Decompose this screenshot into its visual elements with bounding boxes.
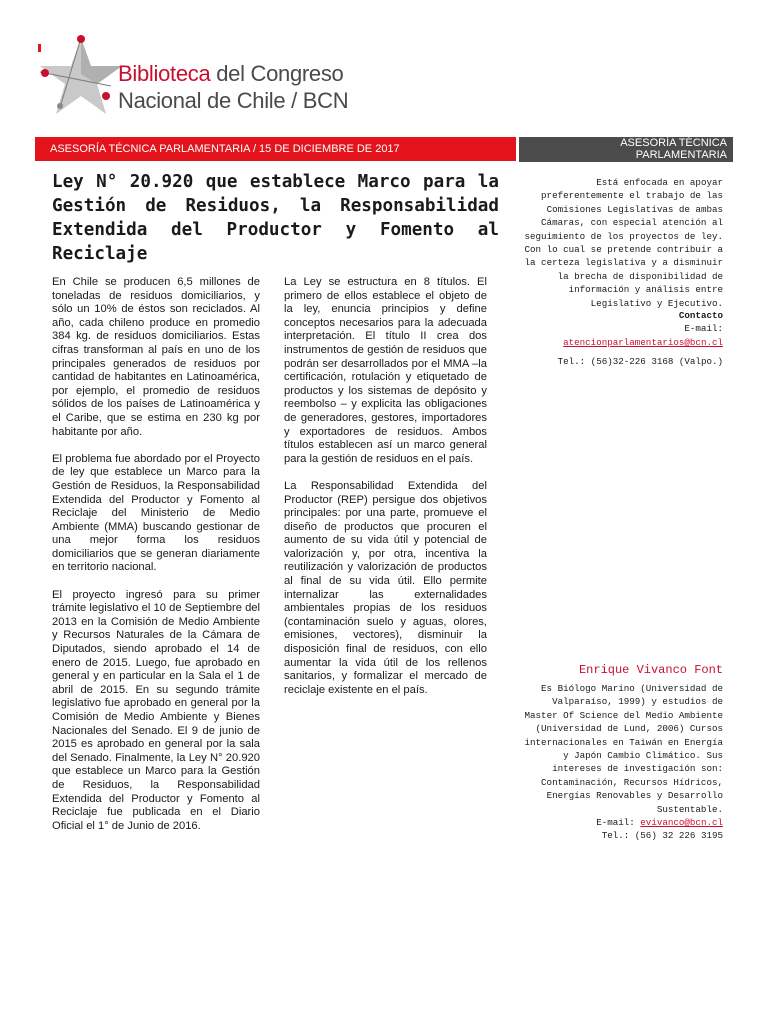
sidebar-description-block bbox=[520, 176, 723, 310]
contact-email-link[interactable]: atencionparlamentarios@bcn.cl bbox=[563, 336, 723, 348]
contact-heading: Contacto bbox=[678, 310, 723, 321]
article-column-2 bbox=[284, 276, 487, 711]
author-block bbox=[520, 682, 723, 843]
sidebar-description: Está enfocada en apoyar preferentemente el trabajo de las Comisiones Legislativas de ambas Cámaras, con especial atención al seguimiento de los proyectos de ley. Con lo cual se pretende contribuir a la certeza legislativa y a disminuir la brecha de disponibilidad de información y análisis entre Legislativo y Ejecutivo. bbox=[524, 177, 723, 309]
sidebar-banner: ASESORÍA TÉCNICA PARLAMENTARIA bbox=[519, 137, 733, 162]
logo-text-line2: Nacional de Chile / BCN bbox=[118, 88, 349, 113]
section-banner: ASESORÍA TÉCNICA PARLAMENTARIA / 15 DE DICIEMBRE DE 2017 bbox=[35, 137, 516, 161]
logo-text-line1: Biblioteca del Congreso bbox=[118, 61, 344, 86]
author-phone: Tel.: (56) 32 226 3195 bbox=[601, 830, 723, 842]
paragraph: El problema fue abordado por el Proyecto de ley que establece un Marco para la Gestión de Residuos, la Responsabilidad Extendida del Productor y Fomento al Reciclaje del Ministerio de Medio Ambiente (MMA) buscando gestionar de una mejor forma los residuos domiciliarios que se generan diariamente en territorio nacional. bbox=[52, 452, 260, 574]
author-email-line: E-mail: evivanco@bcn.cl bbox=[596, 817, 723, 829]
author-bio: Es Biólogo Marino (Universidad de Valparaíso, 1999) y estudios de Master Of Science del Medio Ambiente (Universidad de Lund, 2006) Cursos internacionales en Taiwán en Energía y Japón Cambio Climático. Sus intereses de investigación son: Contaminación, Recursos Hídricos, Energías Renovables y Desarrollo Sustentable. bbox=[524, 683, 723, 815]
paragraph: El proyecto ingresó para su primer trámite legislativo el 10 de Septiembre del 2013 en la Comisión de Medio Ambiente y Recursos Naturales de la Cámara de Diputados, siendo aprobado el 14 de enero de 2015. Luego, fue aprobado en general y en particular en la Sala el 1 de abril de 2015. En su segundo trámite legislativo fue aprobado en general por la Comisión de Medio Ambiente y Bienes Nacionales del Senado. El 9 de junio de 2015 es aprobado en general por la sala del Senado. Finalmente, la Ley N° 20.920 que establece un Marco para la Gestión de Residuos, la Responsabilidad Extendida del Productor y Fomento al Reciclaje fue publicada en el Diario Oficial el 1° de Junio de 2016. bbox=[52, 588, 260, 832]
contact-email-line: E-mail: atencionparlamentarios@bcn.cl bbox=[563, 323, 723, 348]
contact-phone: Tel.: (56)32-226 3168 (Valpo.) bbox=[557, 356, 723, 368]
author-name: Enrique Vivanco Font bbox=[578, 663, 723, 677]
article-title: Ley N° 20.920 que establece Marco para la Gestión de Residuos, la Responsabilidad Extendida del Productor y Fomento al Reciclaje bbox=[52, 172, 499, 264]
paragraph: En Chile se producen 6,5 millones de toneladas de residuos domiciliarios, y sólo un 10% de éstos son reciclados. Al año, cada chileno produce en promedio 384 kg. de residuos domiciliarios. Estas cifras transforman al país en uno de los principales generados de residuos por cantidad de habitantes en Latinoamérica, por ejemplo, el promedio de residuos sólidos de los países de Latinoamérica y el Caribe, que se estima en 230 kg por habitante por año. bbox=[52, 276, 260, 438]
contact-block bbox=[520, 309, 723, 369]
author-email-link[interactable]: evivanco@bcn.cl bbox=[640, 817, 723, 829]
star-emblem-icon bbox=[36, 34, 126, 120]
article-column-1 bbox=[52, 276, 260, 847]
bcn-logo bbox=[36, 34, 349, 120]
paragraph: La Ley se estructura en 8 títulos. El primero de ellos establece el objeto de la ley, enuncia principios y define conceptos necesarios para la adecuada interpretación. El título II crea dos instrumentos de gestión de residuos que podrán ser desarrollados por el MMA –la certificación, rotulación y etiquetado de productos y los sistemas de depósito y reembolso – y explicita las obligaciones de generadores, gestores, importadores y exportadores de residuos. Ambos títulos establecen así un marco general para la gestión de residuos en el país. bbox=[284, 276, 487, 465]
paragraph: La Responsabilidad Extendida del Productor (REP) persigue dos objetivos principales: por una parte, promueve el diseño de productos que procuren el aumento de su vida útil y potencial de valorización y, por otra, incentiva la reutilización y valorización de productos al final de su vida útil. Ello permite internalizar las externalidades ambientales propias de los residuos (contaminación suelo y aguas, olores, emisiones, vectores), disminuir la disposición final de residuos, con ello aumentar la vida útil de los rellenos sanitarios, y formalizar el mercado de reciclaje existente en el país. bbox=[284, 479, 487, 696]
